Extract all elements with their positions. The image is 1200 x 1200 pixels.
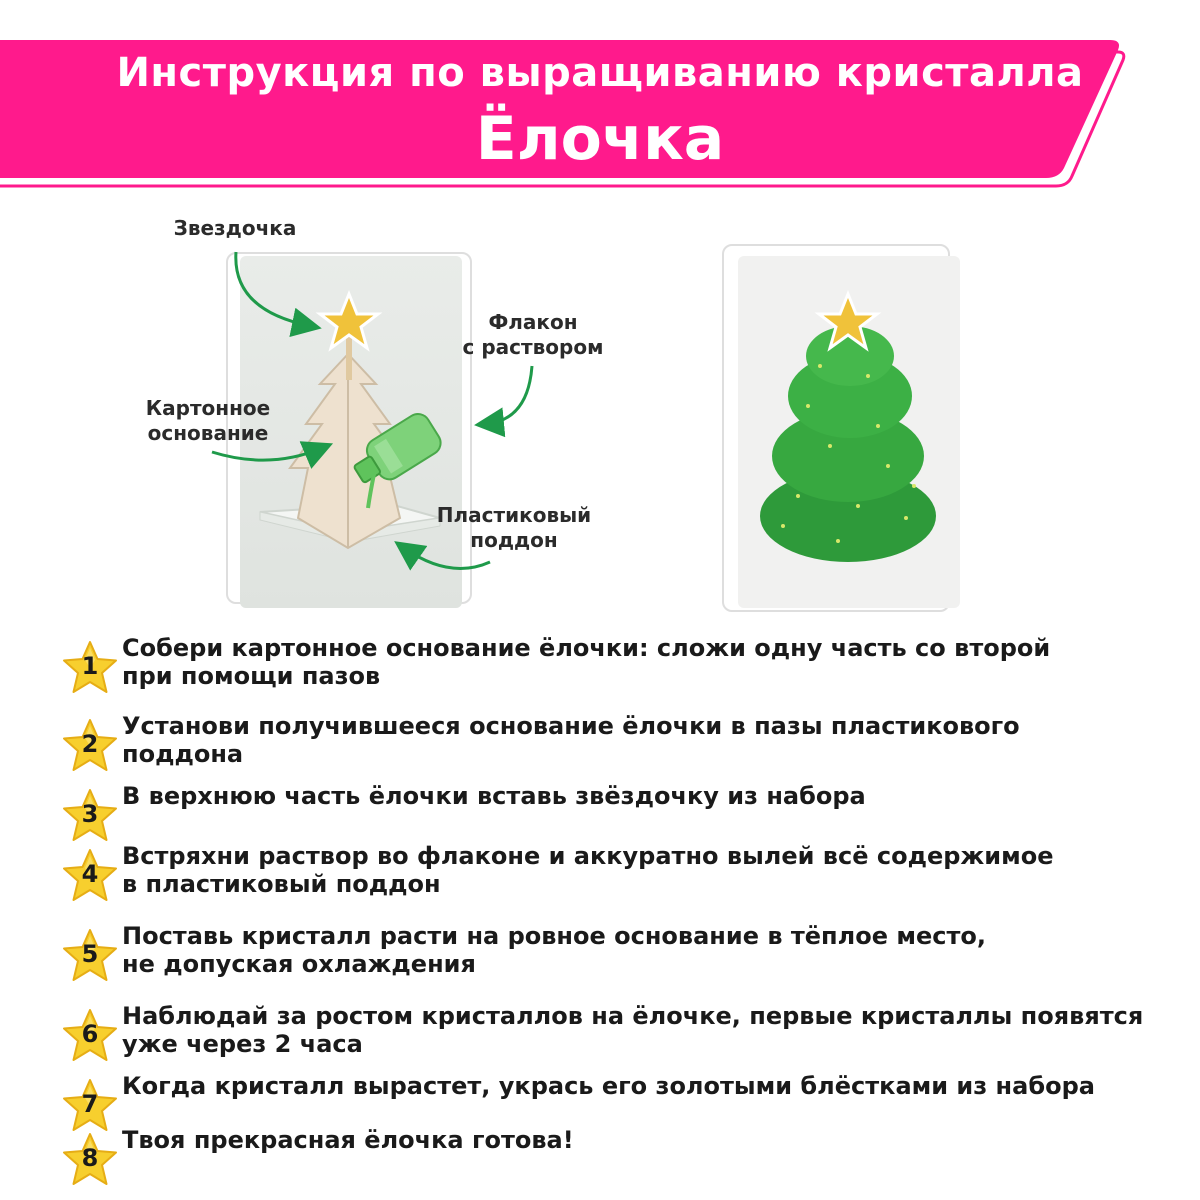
step-text-line1: Твоя прекрасная ёлочка готова! — [122, 1126, 574, 1154]
step-text-line2: при помощи пазов — [122, 662, 381, 690]
step-text — [122, 712, 1162, 768]
step-number: 7 — [81, 1090, 99, 1118]
callout-tray — [428, 503, 600, 553]
step-text-line1: Поставь кристалл расти на ровное основание в тёплое место, — [122, 922, 986, 950]
step-text-line1: Встряхни раствор во флаконе и аккуратно вылей всё содержимое — [122, 842, 1054, 870]
step-text-line1: В верхнюю часть ёлочки вставь звёздочку из набора — [122, 782, 866, 810]
callout-bottle — [452, 310, 614, 360]
step-item — [60, 634, 1160, 698]
step-number: 2 — [81, 730, 99, 758]
step-number: 8 — [81, 1144, 99, 1172]
step-number: 6 — [81, 1020, 99, 1048]
step-text — [122, 1002, 1162, 1058]
callout-star: Звездочка — [173, 216, 297, 240]
curved-arrow-icon — [486, 366, 532, 424]
step-text-line1: Установи получившееся основание ёлочки в пазы пластикового — [122, 712, 1020, 740]
step-text — [122, 782, 1162, 810]
page-subtitle: Ёлочка — [475, 104, 725, 174]
step-item — [60, 922, 1160, 986]
step-text — [122, 1126, 1162, 1154]
step-text-line1: Когда кристалл вырастет, укрась его золотыми блёстками из набора — [122, 1072, 1095, 1100]
grown-tree-photo — [738, 256, 960, 608]
step-item — [60, 842, 1160, 906]
step-text-line2: не допуская охлаждения — [122, 950, 476, 978]
step-text-line2: поддона — [122, 740, 244, 768]
callout-base-line2: основание — [147, 421, 269, 445]
step-text-line1: Наблюдай за ростом кристаллов на ёлочке, первые кристаллы появятся — [122, 1002, 1144, 1030]
step-number: 5 — [81, 940, 99, 968]
step-item — [60, 712, 1160, 776]
step-text-line2: в пластиковый поддон — [122, 870, 441, 898]
step-text-line1: Собери картонное основание ёлочки: сложи одну часть со второй — [122, 634, 1051, 662]
step-item — [60, 1126, 1160, 1190]
step-item — [60, 782, 1160, 846]
callout-base — [138, 396, 278, 446]
step-text — [122, 922, 1162, 978]
header-banner — [0, 0, 1200, 200]
step-item — [60, 1002, 1160, 1066]
page-title: Инструкция по выращиванию кристалла — [116, 50, 1084, 96]
callout-tray-line2: поддон — [470, 528, 558, 552]
step-text — [122, 634, 1162, 690]
callout-tray-line1: Пластиковый — [436, 503, 592, 527]
step-number: 4 — [81, 860, 99, 888]
step-text — [122, 1072, 1162, 1100]
step-number: 3 — [81, 800, 99, 828]
callout-bottle-line1: Флакон — [488, 310, 578, 334]
callout-base-line1: Картонное — [145, 396, 271, 420]
step-text — [122, 842, 1162, 898]
step-text-line2: уже через 2 часа — [122, 1030, 363, 1058]
callout-bottle-line2: с раствором — [462, 335, 604, 359]
step-number: 1 — [81, 652, 99, 680]
